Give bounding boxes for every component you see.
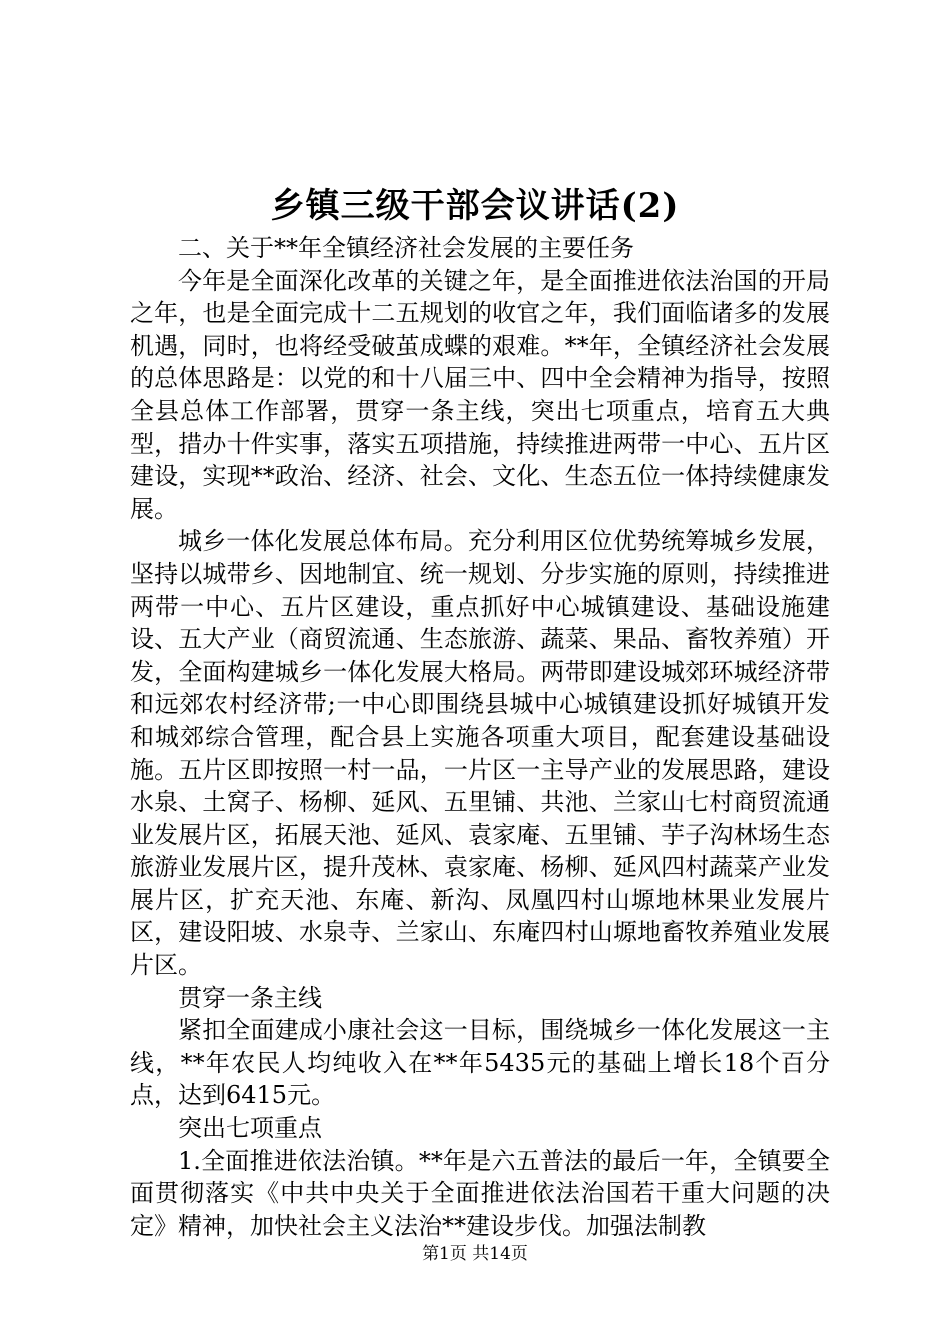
subsection-heading: 突出七项重点 (178, 1114, 322, 1143)
body-paragraph: 1.全面推进依法治镇。**年是六五普法的最后一年，全镇要全面贯彻落实《中共中央关于全面推进依法治国若干重大问题的决定》精神，加快社会主义法治**建设步伐。加强法制教 (130, 1146, 830, 1240)
document-title: 乡镇三级干部会议讲话(2) (270, 186, 680, 226)
document-body (130, 232, 830, 1242)
page-footer: 第1页 共14页 (422, 1244, 528, 1264)
body-paragraph: 今年是全面深化改革的关键之年，是全面推进依法治国的开局之年，也是全面完成十二五规划的收官之年，我们面临诸多的发展机遇，同时，也将经受破茧成蝶的艰难。**年，全镇经济社会发展的总体思路是：以党的和十八届三中、四中全会精神为指导，按照全县总体工作部署，贯穿一条主线，突出七项重点，培育五大典型，措办十件实事，落实五项措施，持续推进两带一中心、五片区建设，实现**政治、经济、社会、文化、生态五位一体持续健康发展。 (130, 266, 830, 523)
body-paragraph: 城乡一体化发展总体布局。充分利用区位优势统筹城乡发展，坚持以城带乡、因地制宜、统一规划、分步实施的原则，持续推进两带一中心、五片区建设，重点抓好中心城镇建设、基础设施建设、五大产业（商贸流通、生态旅游、蔬菜、果品、畜牧养殖）开发，全面构建城乡一体化发展大格局。两带即建设城郊环城经济带和远郊农村经济带;一中心即围绕县城中心城镇建设抓好城镇开发和城郊综合管理，配合县上实施各项重大项目，配套建设基础设施。五片区即按照一村一品，一片区一主导产业的发展思路，建设水泉、土窝子、杨柳、延风、五里铺、共池、兰家山七村商贸流通业发展片区，拓展天池、延风、袁家庵、五里铺、芋子沟林场生态旅游业发展片区，提升茂林、袁家庵、杨柳、延风四村蔬菜产业发展片区，扩充天池、东庵、新沟、凤凰四村山塬地林果业发展片区，建设阳坡、水泉寺、兰家山、东庵四村山塬地畜牧养殖业发展片区。 (130, 527, 830, 980)
body-paragraph: 紧扣全面建成小康社会这一目标，围绕城乡一体化发展这一主线，**年农民人均纯收入在**年5435元的基础上增长18个百分点，达到6415元。 (130, 1016, 830, 1110)
section-heading: 二、关于**年全镇经济社会发展的主要任务 (178, 234, 634, 262)
subsection-heading: 贯穿一条主线 (178, 983, 322, 1012)
